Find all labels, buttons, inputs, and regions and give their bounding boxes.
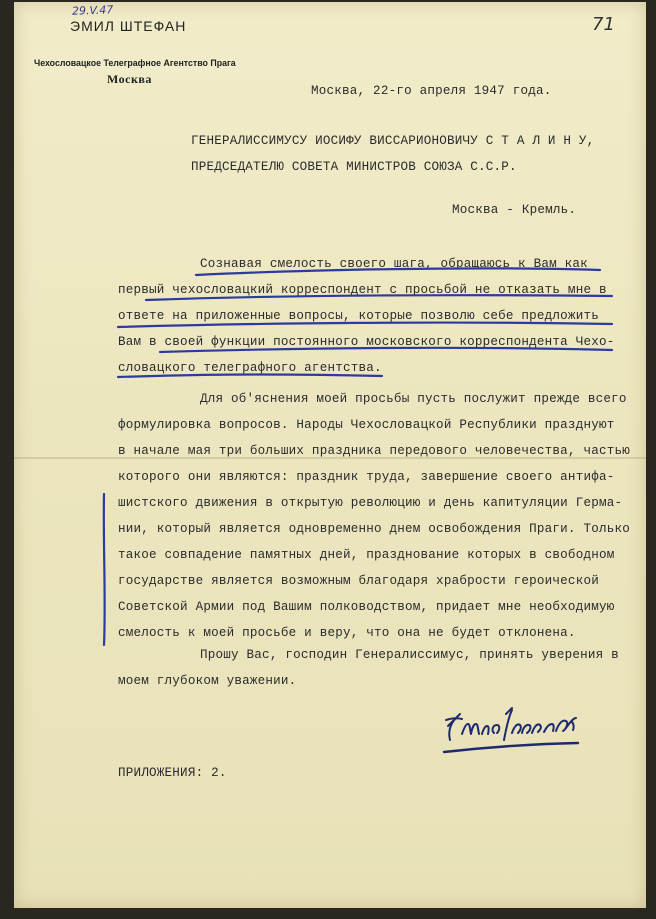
letterhead-city: Москва [107, 72, 152, 86]
page-number: 71 [592, 14, 615, 35]
body-line: такое совпадение памятных дней, празднование которых в свободном [118, 548, 615, 562]
body-line: Вам в своей функции постоянного московского корреспондента Чехо- [118, 335, 615, 349]
body-line: первый чехословацкий корреспондент с просьбой не отказать мне в [118, 283, 607, 297]
body-line: словацкого телеграфного агентства. [118, 361, 382, 375]
letterhead-agency: Чехословацкое Телеграфное Агентство Прага [34, 58, 236, 69]
body-line: моем глубоком уважении. [118, 674, 297, 688]
body-line: государстве является возможным благодаря храбрости героической [118, 574, 599, 588]
archive-date-note: 29.V.47 [71, 3, 114, 18]
body-line: которого они являются: праздник труда, завершение своего антифа- [118, 470, 615, 484]
addressee-line-1: ГЕНЕРАЛИССИМУСУ ИОСИФУ ВИССАРИОНОВИЧУ С Т А Л И Н У, [191, 134, 595, 148]
body-line: Советской Армии под Вашим полководством, придает мне необходимую [118, 600, 615, 614]
body-line: ответе на приложенные вопросы, которые позволю себе предложить [118, 309, 599, 323]
letterhead-name: ЭМИЛ ШТЕФАН [70, 18, 187, 34]
body-line: шистского движения в открытую революцию и день капитуляции Герма- [118, 496, 623, 510]
body-line: в начале мая три больших праздника передового человечества, частью [118, 444, 630, 458]
date-line: Москва, 22-го апреля 1947 года. [311, 84, 552, 98]
body-line: Для об'яснения моей просьбы пусть послужит прежде всего [200, 392, 627, 406]
body-line: Сознавая смелость своего шага, обращаюсь к Вам как [200, 257, 588, 271]
body-line: Прошу Вас, господин Генералиссимус, принять уверения в [200, 648, 619, 662]
addressee-location: Москва - Кремль. [452, 203, 577, 217]
body-line: формулировка вопросов. Народы Чехословацкой Республики празднуют [118, 418, 615, 432]
body-line: нии, который является одновременно днем освобождения Праги. Только [118, 522, 630, 536]
attachments-note: ПРИЛОЖЕНИЯ: 2. [118, 766, 227, 780]
addressee-line-2: ПРЕДСЕДАТЕЛЮ СОВЕТА МИНИСТРОВ СОЮЗА С.С.Р. [191, 160, 517, 174]
body-line: смелость к моей просьбе и веру, что она не будет отклонена. [118, 626, 576, 640]
